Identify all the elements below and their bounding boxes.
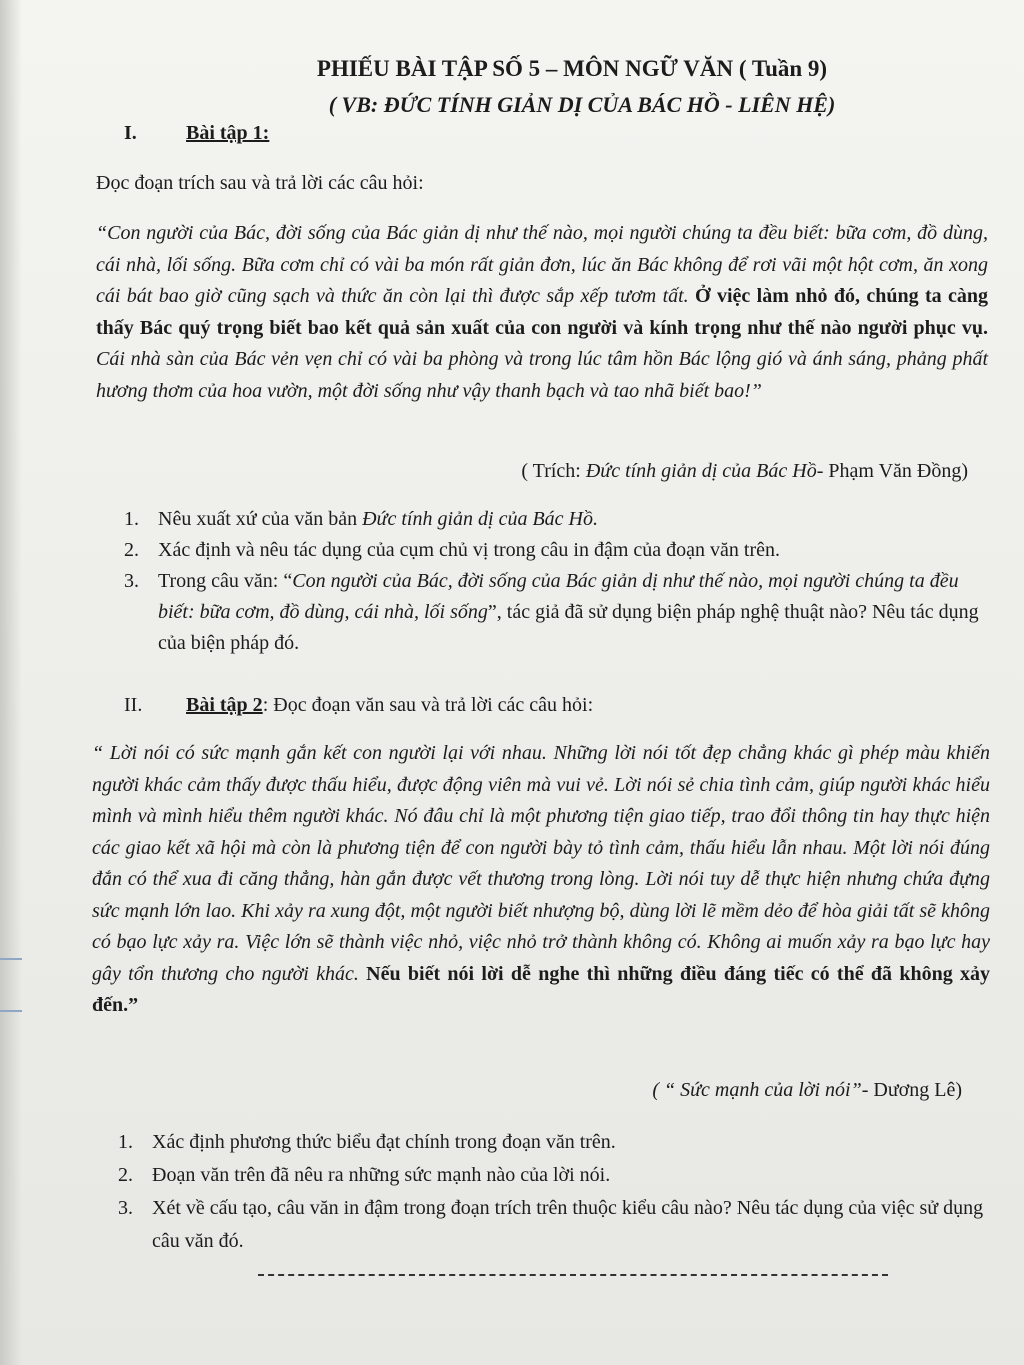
section-2-heading	[124, 694, 593, 717]
passage-2-text: “ Lời nói có sức mạnh gắn kết con người lại với nhau. Những lời nói tốt đẹp chẳng khác gì phép màu khiến người khác cảm thấy được thấu hiểu, được động viên mà vui vẻ. Lời nói sẻ chia tình cảm, giúp người khác hiểu mình và mình hiểu thêm người khác. Nó đâu chỉ là một phương tiện giao tiếp, trao đổi thông tin hay thực hiện các giao kết xã hội mà còn là phương tiện để con người bày tỏ tình cảm, thấu hiểu lẫn nhau. Một lời nói đúng đắn có thể xua đi căng thẳng, hàn gắn được vết thương trong lòng. Lời nói tuy dễ thực hiện nhưng chứa đựng sức mạnh lớn lao. Khi xảy ra xung đột, một người biết nhượng bộ, dùng lời lẽ mềm dẻo để hòa giải tất sẽ không có bạo lực xảy ra. Việc lớn sẽ thành việc nhỏ, việc nhỏ trở thành không có. Không ai muốn xảy ra bạo lực hay gây tổn thương cho người khác.	[92, 742, 990, 985]
section-2-passage	[92, 738, 990, 1022]
source-1-title: Đức tính giản dị của Bác Hồ	[585, 460, 817, 482]
question-item	[118, 1159, 998, 1192]
question-item	[124, 535, 990, 566]
page-edge-shadow	[0, 0, 22, 1365]
passage-1-bold-sentence: Ở việc làm nhỏ đó, chúng ta càng thấy Bác quý trọng biết bao kết quả sản xuất của con người và kính trọng như thế nào người phục vụ.	[96, 285, 988, 339]
section-2-label: Bài tập 2	[186, 694, 263, 716]
section-1-number: I.	[124, 122, 137, 144]
question-text: Đoạn văn trên đã nêu ra những sức mạnh nào của lời nói.	[152, 1164, 611, 1186]
question-text: ”, tác giả đã sử dụng biện pháp nghệ thuật nào? Nêu tác dụng của biện pháp đó.	[158, 601, 979, 654]
question-number: 3.	[118, 1197, 133, 1219]
passage-1-text-b: Cái nhà sàn của Bác vẻn vẹn chỉ có vài ba phòng và trong lúc tâm hồn Bác lộng gió và ánh sáng, phảng phất hương thơm của hoa vườn, một đời sống như vậy thanh bạch và tao nhã biết bao!”	[96, 348, 988, 402]
question-number: 2.	[124, 539, 139, 561]
binder-line	[0, 1010, 22, 1012]
question-item	[124, 504, 990, 535]
question-text: Xác định phương thức biểu đạt chính trong đoạn văn trên.	[152, 1131, 616, 1153]
question-number: 3.	[124, 570, 139, 592]
source-1-prefix: ( Trích:	[521, 460, 586, 482]
section-1-label: Bài tập 1:	[186, 122, 270, 144]
worksheet-title: PHIẾU BÀI TẬP SỐ 5 – MÔN NGỮ VĂN ( Tuần 9)	[316, 56, 828, 81]
section-2-number: II.	[124, 694, 143, 716]
section-1-questions	[124, 504, 990, 659]
worksheet-subtitle: ( VB: ĐỨC TÍNH GIẢN DỊ CỦA BÁC HỒ - LIÊN HỆ)	[328, 92, 836, 117]
question-item	[118, 1192, 998, 1258]
passage-1-text-a: “Con người của Bác, đời sống của Bác giản dị như thế nào, mọi người chúng ta đều biết: bữa cơm, đồ dùng, cái nhà, lối sống. Bữa cơm chỉ có vài ba món rất giản đơn, lúc ăn Bác không để rơi vãi một hột cơm, ăn xong cái bát bao giờ cũng sạch và thức ăn còn lại thì được sắp xếp tươm tất.	[96, 222, 988, 307]
question-number: 2.	[118, 1164, 133, 1186]
binder-line	[0, 958, 22, 960]
source-2-title: “ Sức mạnh của lời nói”	[664, 1079, 862, 1101]
section-2-source	[652, 1079, 962, 1102]
question-item	[124, 566, 990, 659]
source-2-author: - Dương Lê)	[861, 1079, 962, 1101]
question-text: Xét về cấu tạo, câu văn in đậm trong đoạn trích trên thuộc kiểu câu nào? Nêu tác dụng của việc sử dụng câu văn đó.	[152, 1197, 984, 1252]
question-number: 1.	[118, 1131, 133, 1153]
question-text: Nêu xuất xứ của văn bản	[158, 508, 363, 530]
section-2-instruction: : Đọc đoạn văn sau và trả lời các câu hỏi:	[262, 694, 594, 716]
question-item	[118, 1126, 998, 1159]
question-text: Trong câu văn: “	[158, 570, 293, 592]
dashed-divider	[258, 1274, 888, 1276]
question-text-italic: Đức tính giản dị của Bác Hồ.	[362, 508, 598, 530]
section-1-heading	[124, 122, 269, 145]
question-number: 1.	[124, 508, 139, 530]
section-1-passage	[96, 218, 988, 407]
section-1-instruction: Đọc đoạn trích sau và trả lời các câu hỏi:	[96, 172, 424, 194]
question-text-italic: Con người của Bác, đời sống của Bác giản dị như thế nào, mọi người chúng ta đều biết: bữa cơm, đồ dùng, cái nhà, lối sống	[158, 570, 959, 623]
section-2-questions	[118, 1126, 998, 1258]
source-1-author: - Phạm Văn Đồng)	[816, 460, 968, 482]
section-1-source	[521, 460, 968, 483]
passage-2-bold-sentence: Nếu biết nói lời dễ nghe thì những điều đáng tiếc có thể đã không xảy đến.”	[92, 962, 990, 1016]
question-text: Xác định và nêu tác dụng của cụm chủ vị trong câu in đậm của đoạn văn trên.	[158, 539, 781, 561]
source-2-prefix: (	[652, 1079, 665, 1101]
